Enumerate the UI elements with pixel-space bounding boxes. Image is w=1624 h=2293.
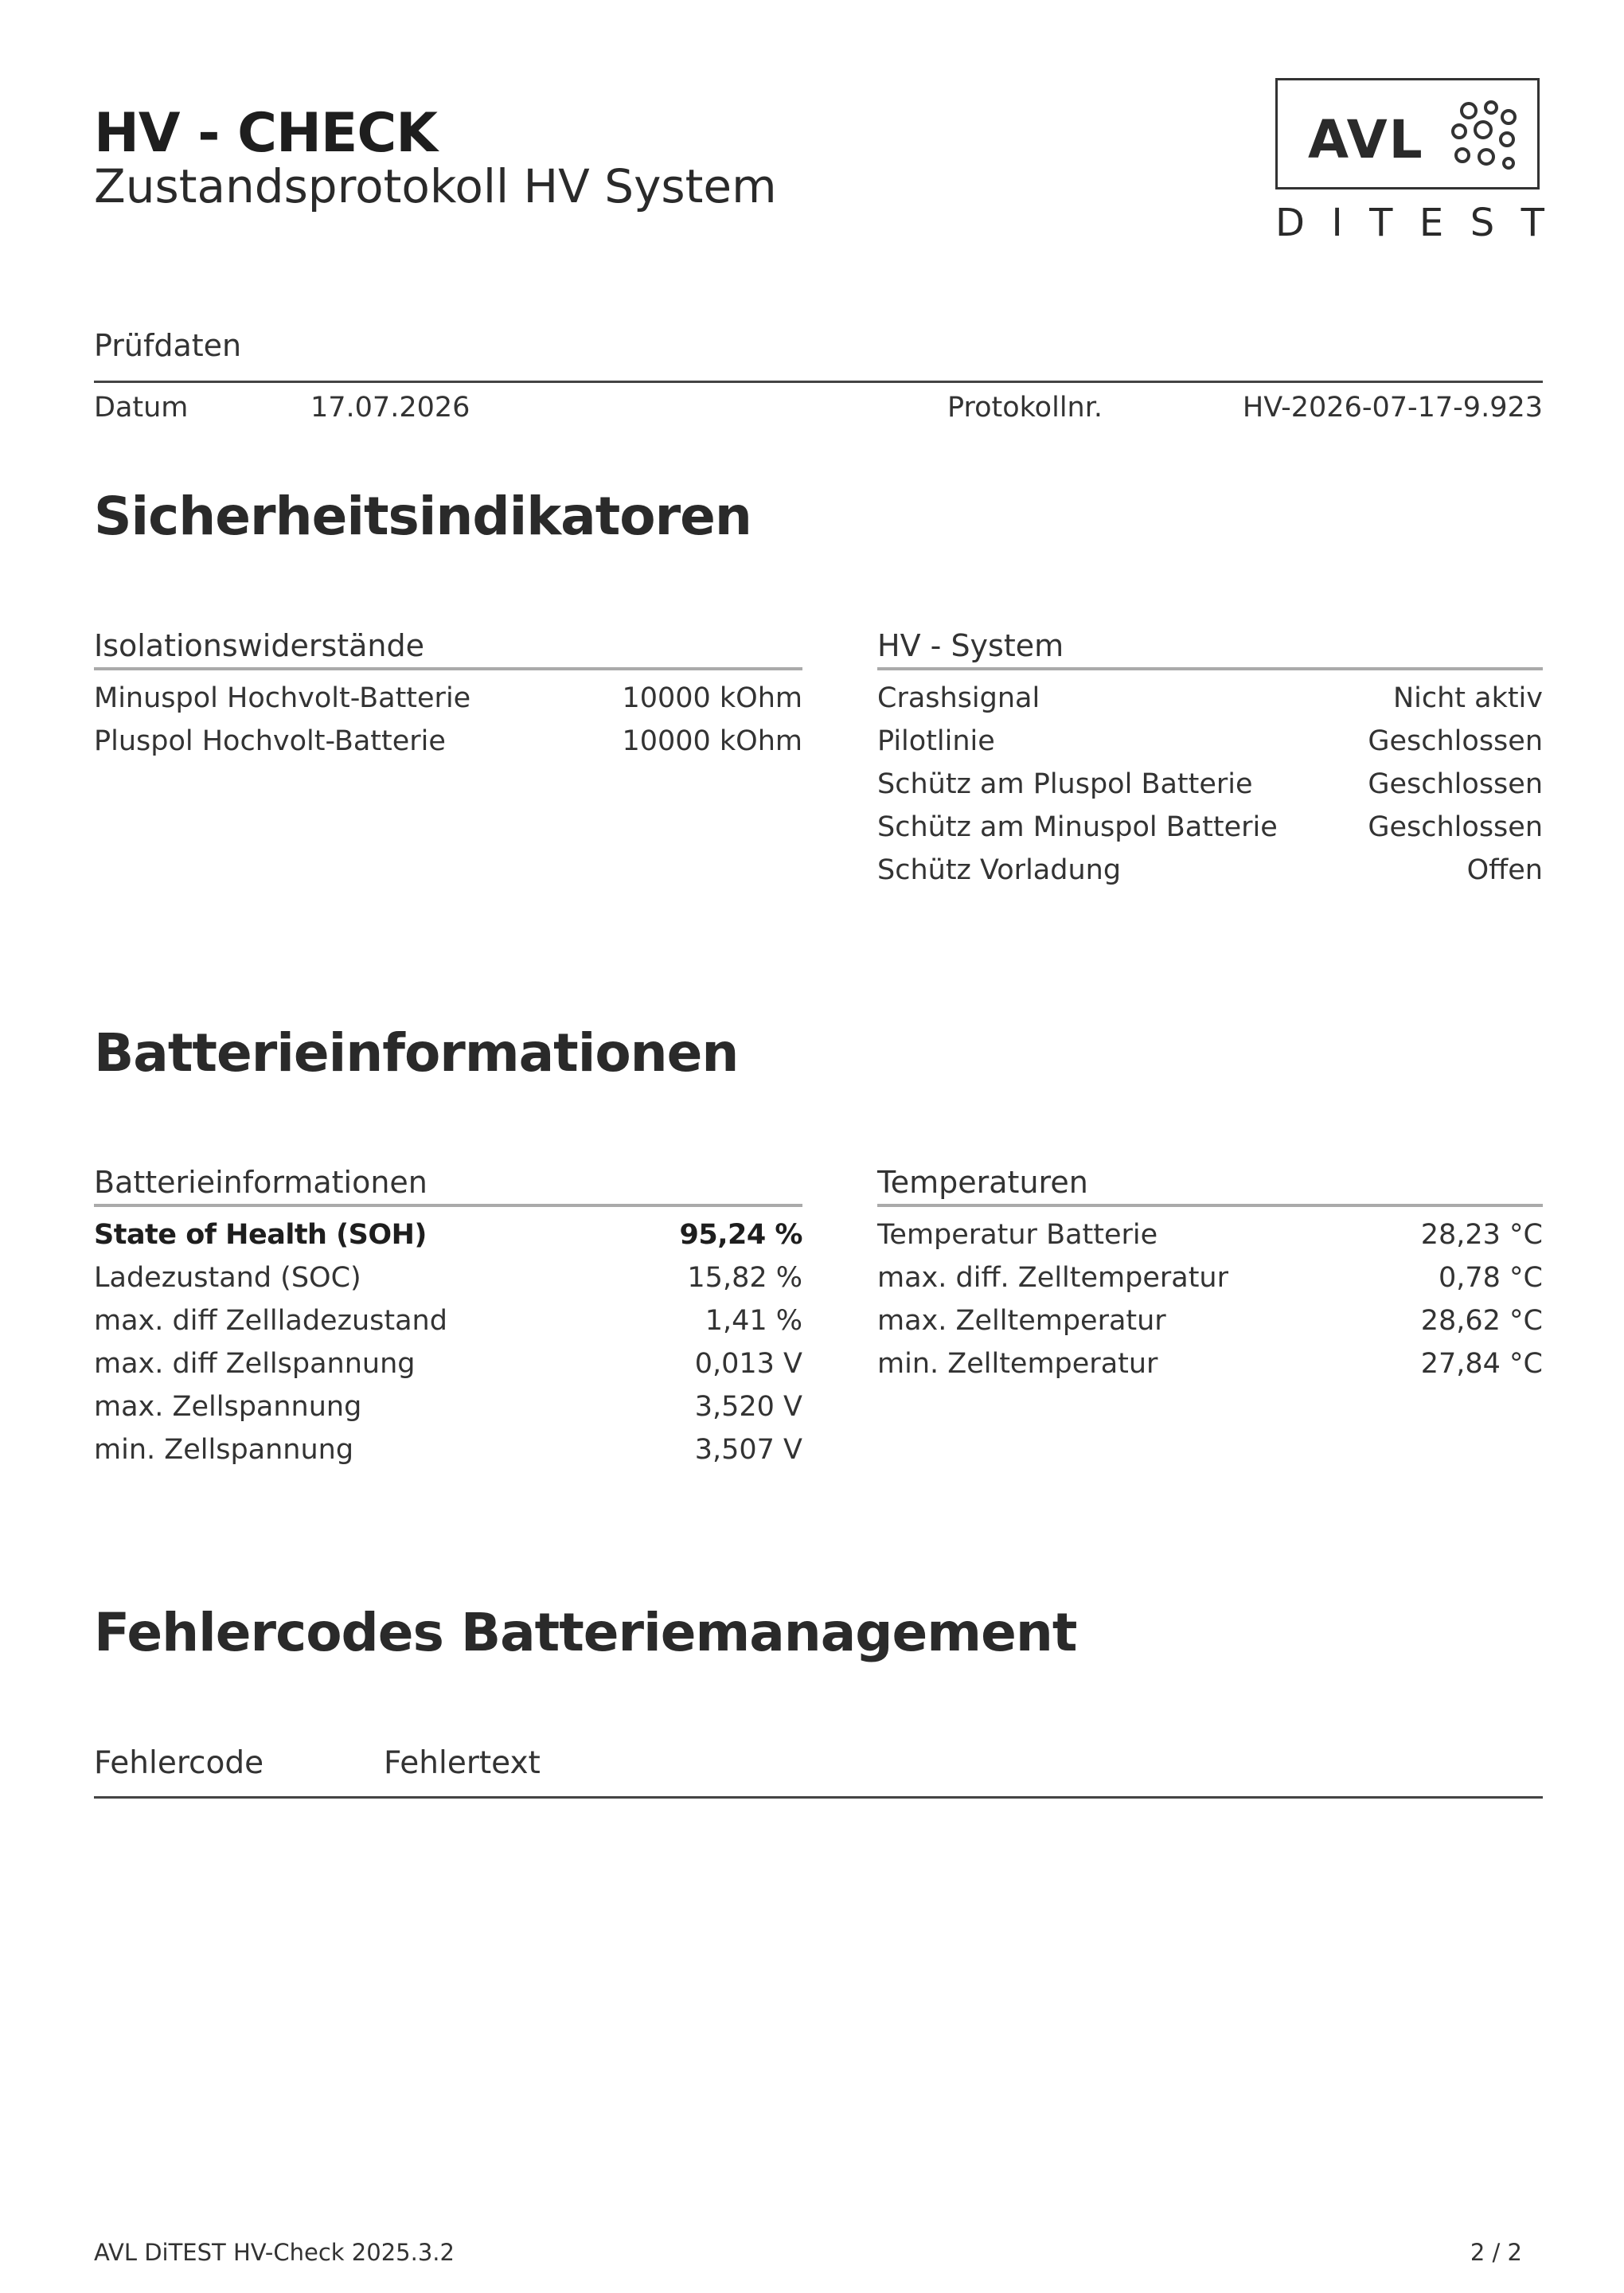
row-label: Pilotlinie bbox=[877, 725, 995, 757]
row-label: Crashsignal bbox=[877, 682, 1040, 714]
table-row bbox=[94, 1428, 802, 1471]
table-row bbox=[94, 1299, 802, 1342]
logo-letter: I bbox=[1331, 201, 1343, 245]
table-row bbox=[877, 763, 1543, 806]
protokoll-label: Protokollnr. bbox=[947, 392, 1103, 424]
logo-letter: T bbox=[1521, 201, 1544, 245]
table-row bbox=[877, 720, 1543, 763]
logo-letter: S bbox=[1470, 201, 1495, 245]
datum-value: 17.07.2026 bbox=[310, 392, 470, 424]
row-value: 10000 kOhm bbox=[622, 682, 802, 714]
row-value: Offen bbox=[1466, 854, 1543, 886]
row-value: 1,41 % bbox=[705, 1305, 802, 1337]
logo-letter: T bbox=[1369, 201, 1393, 245]
hv-system-title: HV - System bbox=[877, 628, 1064, 663]
table-row bbox=[877, 806, 1543, 849]
logo-subbrand bbox=[1275, 201, 1544, 245]
fehler-divider bbox=[94, 1796, 1543, 1799]
battery-info-block bbox=[94, 1161, 802, 1471]
temperature-divider bbox=[877, 1204, 1543, 1207]
table-row bbox=[94, 720, 802, 763]
logo-frame bbox=[1275, 78, 1540, 189]
isolation-block bbox=[94, 624, 802, 763]
report-page bbox=[94, 0, 1543, 2293]
fehlercode-column-header: Fehlercode bbox=[94, 1745, 264, 1781]
avl-dots-icon bbox=[1445, 100, 1521, 173]
logo-letter: E bbox=[1419, 201, 1444, 245]
row-label: State of Health (SOH) bbox=[94, 1219, 427, 1251]
row-label: Ladezustand (SOC) bbox=[94, 1262, 361, 1294]
fehlertext-column-header: Fehlertext bbox=[384, 1745, 541, 1781]
battery-info-divider bbox=[94, 1204, 802, 1207]
row-value: 28,62 °C bbox=[1420, 1305, 1543, 1337]
row-value: Geschlossen bbox=[1368, 811, 1543, 843]
temperature-title: Temperaturen bbox=[877, 1165, 1088, 1200]
pruefdaten-divider bbox=[94, 381, 1543, 383]
table-row bbox=[94, 1342, 802, 1385]
datum-label: Datum bbox=[94, 392, 189, 424]
row-label: Schütz Vorladung bbox=[877, 854, 1122, 886]
row-label: max. diff. Zelltemperatur bbox=[877, 1262, 1229, 1294]
table-row bbox=[877, 1256, 1543, 1299]
row-label: Pluspol Hochvolt-Batterie bbox=[94, 725, 446, 757]
row-value: 3,520 V bbox=[694, 1391, 802, 1423]
row-value: 27,84 °C bbox=[1420, 1348, 1543, 1380]
protokoll-value: HV-2026-07-17-9.923 bbox=[1242, 392, 1543, 424]
table-row bbox=[877, 849, 1543, 892]
fehler-heading: Fehlercodes Batteriemanagement bbox=[94, 1602, 1077, 1663]
footer-page-number: 2 / 2 bbox=[1470, 2239, 1522, 2266]
row-value: 3,507 V bbox=[694, 1434, 802, 1466]
logo-brand: AVL bbox=[1308, 109, 1424, 170]
table-row bbox=[877, 1213, 1543, 1256]
row-value: Geschlossen bbox=[1368, 768, 1543, 800]
row-label: min. Zelltemperatur bbox=[877, 1348, 1158, 1380]
footer-version: AVL DiTEST HV-Check 2025.3.2 bbox=[94, 2239, 455, 2266]
table-row bbox=[94, 1385, 802, 1428]
row-value: 15,82 % bbox=[687, 1262, 802, 1294]
row-label: max. Zelltemperatur bbox=[877, 1305, 1166, 1337]
isolation-title: Isolationswiderstände bbox=[94, 628, 425, 663]
avl-ditest-logo bbox=[1275, 78, 1544, 245]
row-value: 0,78 °C bbox=[1439, 1262, 1543, 1294]
table-row bbox=[94, 1213, 802, 1256]
isolation-divider bbox=[94, 667, 802, 670]
pruefdaten-label: Prüfdaten bbox=[94, 328, 242, 363]
row-label: Temperatur Batterie bbox=[877, 1219, 1158, 1251]
table-row bbox=[94, 677, 802, 720]
row-value: 0,013 V bbox=[694, 1348, 802, 1380]
row-label: Schütz am Minuspol Batterie bbox=[877, 811, 1278, 843]
row-value: 95,24 % bbox=[679, 1219, 802, 1251]
hv-system-divider bbox=[877, 667, 1543, 670]
table-row bbox=[877, 1299, 1543, 1342]
hv-system-block bbox=[877, 624, 1543, 892]
row-value: 10000 kOhm bbox=[622, 725, 802, 757]
row-label: min. Zellspannung bbox=[94, 1434, 354, 1466]
row-label: max. diff Zellladezustand bbox=[94, 1305, 447, 1337]
batterie-heading: Batterieinformationen bbox=[94, 1022, 739, 1084]
row-value: Geschlossen bbox=[1368, 725, 1543, 757]
table-row bbox=[877, 1342, 1543, 1385]
row-label: Schütz am Pluspol Batterie bbox=[877, 768, 1253, 800]
row-value: 28,23 °C bbox=[1420, 1219, 1543, 1251]
sicherheit-heading: Sicherheitsindikatoren bbox=[94, 486, 751, 547]
table-row bbox=[94, 1256, 802, 1299]
battery-info-title: Batterieinformationen bbox=[94, 1165, 427, 1200]
table-row bbox=[877, 677, 1543, 720]
page-subtitle: Zustandsprotokoll HV System bbox=[94, 159, 777, 213]
row-label: max. diff Zellspannung bbox=[94, 1348, 416, 1380]
row-label: max. Zellspannung bbox=[94, 1391, 362, 1423]
row-value: Nicht aktiv bbox=[1392, 682, 1543, 714]
row-label: Minuspol Hochvolt-Batterie bbox=[94, 682, 471, 714]
page-title: HV - CHECK bbox=[94, 102, 437, 165]
temperature-block bbox=[877, 1161, 1543, 1385]
logo-letter: D bbox=[1275, 201, 1305, 245]
